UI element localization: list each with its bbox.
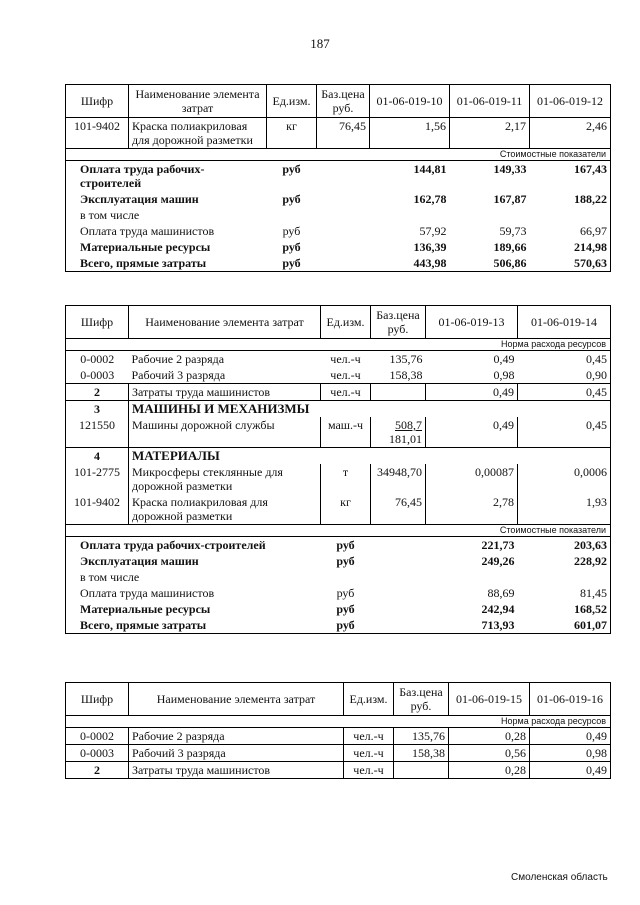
- cost-row: Материальные ресурсы руб 242,94 168,52: [80, 602, 607, 616]
- table-header: [66, 306, 611, 339]
- col-price: Баз.цена руб.: [371, 306, 426, 339]
- region-footer: Смоленская область: [511, 872, 608, 883]
- col-code-13: 01-06-019-13: [426, 306, 518, 339]
- section-header: 3 МАШИНЫ И МЕХАНИЗМЫ: [66, 401, 611, 418]
- section-materials: [66, 448, 611, 525]
- col-code: Шифр: [66, 683, 129, 716]
- col-name: Наименование элемента затрат: [129, 85, 267, 118]
- cost-row: Всего, прямые затраты руб 443,98 506,86 570,63: [80, 256, 607, 270]
- price-second: 181,01: [389, 432, 422, 446]
- table-row: 101-2775 Микросферы стеклянные для дорожной разметки т 34948,70 0,00087 0,0006: [66, 464, 611, 494]
- col-code: Шифр: [66, 306, 129, 339]
- subheader-norm: Норма расхода ресурсов: [66, 339, 611, 351]
- col-code-12: 01-06-019-12: [530, 85, 611, 118]
- table-2: [65, 305, 610, 634]
- section-machines: [66, 401, 611, 448]
- col-price: Баз.цена руб.: [394, 683, 449, 716]
- cost-row: Оплата труда рабочих-строителей руб 221,73 203,63: [80, 538, 607, 552]
- col-name: Наименование элемента затрат: [129, 306, 321, 339]
- row-value: 2,46: [530, 118, 611, 149]
- table-header: [66, 85, 611, 118]
- col-code: Шифр: [66, 85, 129, 118]
- col-name: Наименование элемента затрат: [129, 683, 344, 716]
- cost-row: Всего, прямые затраты руб 713,93 601,07: [80, 618, 607, 632]
- col-price: Баз.цена руб.: [317, 85, 370, 118]
- row-unit: кг: [267, 118, 317, 149]
- cost-row: Эксплуатация машин руб 162,78 167,87 188,22: [80, 192, 607, 206]
- col-code-11: 01-06-019-11: [450, 85, 530, 118]
- table-row: 0-0002 Рабочие 2 разряда чел.-ч 135,76 0,49 0,45: [80, 352, 607, 366]
- table-header: [66, 683, 611, 716]
- col-unit: Ед.изм.: [321, 306, 371, 339]
- price-underlined: 508,7: [395, 418, 422, 432]
- section-header: 4 МАТЕРИАЛЫ: [66, 448, 611, 465]
- table-row: 2 Затраты труда машинистов чел.-ч 0,28 0,49: [66, 762, 611, 779]
- cost-row: Оплата труда машинистов руб 57,92 59,73 66,97: [80, 224, 607, 238]
- col-code-10: 01-06-019-10: [370, 85, 450, 118]
- table-row: 101-9402 Краска полиакриловая для дорожной разметки кг 76,45 2,78 1,93: [66, 494, 611, 525]
- table-row: 0-0003 Рабочий 3 разряда чел.-ч 158,38 0,56 0,98: [66, 745, 611, 762]
- table-row: 0-0002 Рабочие 2 разряда чел.-ч 135,76 0,28 0,49: [66, 728, 611, 745]
- labor-rows: [66, 351, 611, 384]
- col-code-15: 01-06-019-15: [449, 683, 530, 716]
- cost-row: Эксплуатация машин руб 249,26 228,92: [80, 554, 607, 568]
- row-code: 101-9402: [66, 118, 129, 149]
- cost-row: Материальные ресурсы руб 136,39 189,66 214,98: [80, 240, 607, 254]
- cost-row: в том числе: [80, 208, 140, 222]
- row-price: 76,45: [317, 118, 370, 149]
- row-value: 1,56: [370, 118, 450, 149]
- subheader-cost: Стоимостные показатели: [66, 525, 611, 537]
- row-value: 2,17: [450, 118, 530, 149]
- cost-row: Оплата труда машинистов руб 88,69 81,45: [80, 586, 607, 600]
- cost-row: в том числе: [80, 570, 140, 584]
- page-number: 187: [310, 36, 330, 51]
- subheader-norm: Норма расхода ресурсов: [66, 716, 611, 728]
- col-unit: Ед.изм.: [267, 85, 317, 118]
- col-unit: Ед.изм.: [344, 683, 394, 716]
- table-row: 2 Затраты труда машинистов чел.-ч 0,49 0,45: [66, 384, 611, 401]
- cost-rows: [66, 537, 611, 634]
- col-code-14: 01-06-019-14: [518, 306, 611, 339]
- table-row: 0-0003 Рабочий 3 разряда чел.-ч 158,38 0,98 0,90: [80, 368, 607, 382]
- subheader-cost: Стоимостные показатели: [66, 149, 611, 161]
- table-row: [66, 118, 611, 149]
- table-row: 121550 Машины дорожной службы маш.-ч 508,7 181,01 0,49 0,45: [66, 417, 611, 448]
- col-code-16: 01-06-019-16: [530, 683, 611, 716]
- table-1: [65, 84, 610, 272]
- row-name: Краска полиакриловая для дорожной разметки: [129, 118, 267, 149]
- cost-row: Оплата труда рабочих-строителей руб 144,81 149,33 167,43: [80, 162, 607, 190]
- table-3: [65, 682, 610, 779]
- cost-rows: [66, 161, 611, 272]
